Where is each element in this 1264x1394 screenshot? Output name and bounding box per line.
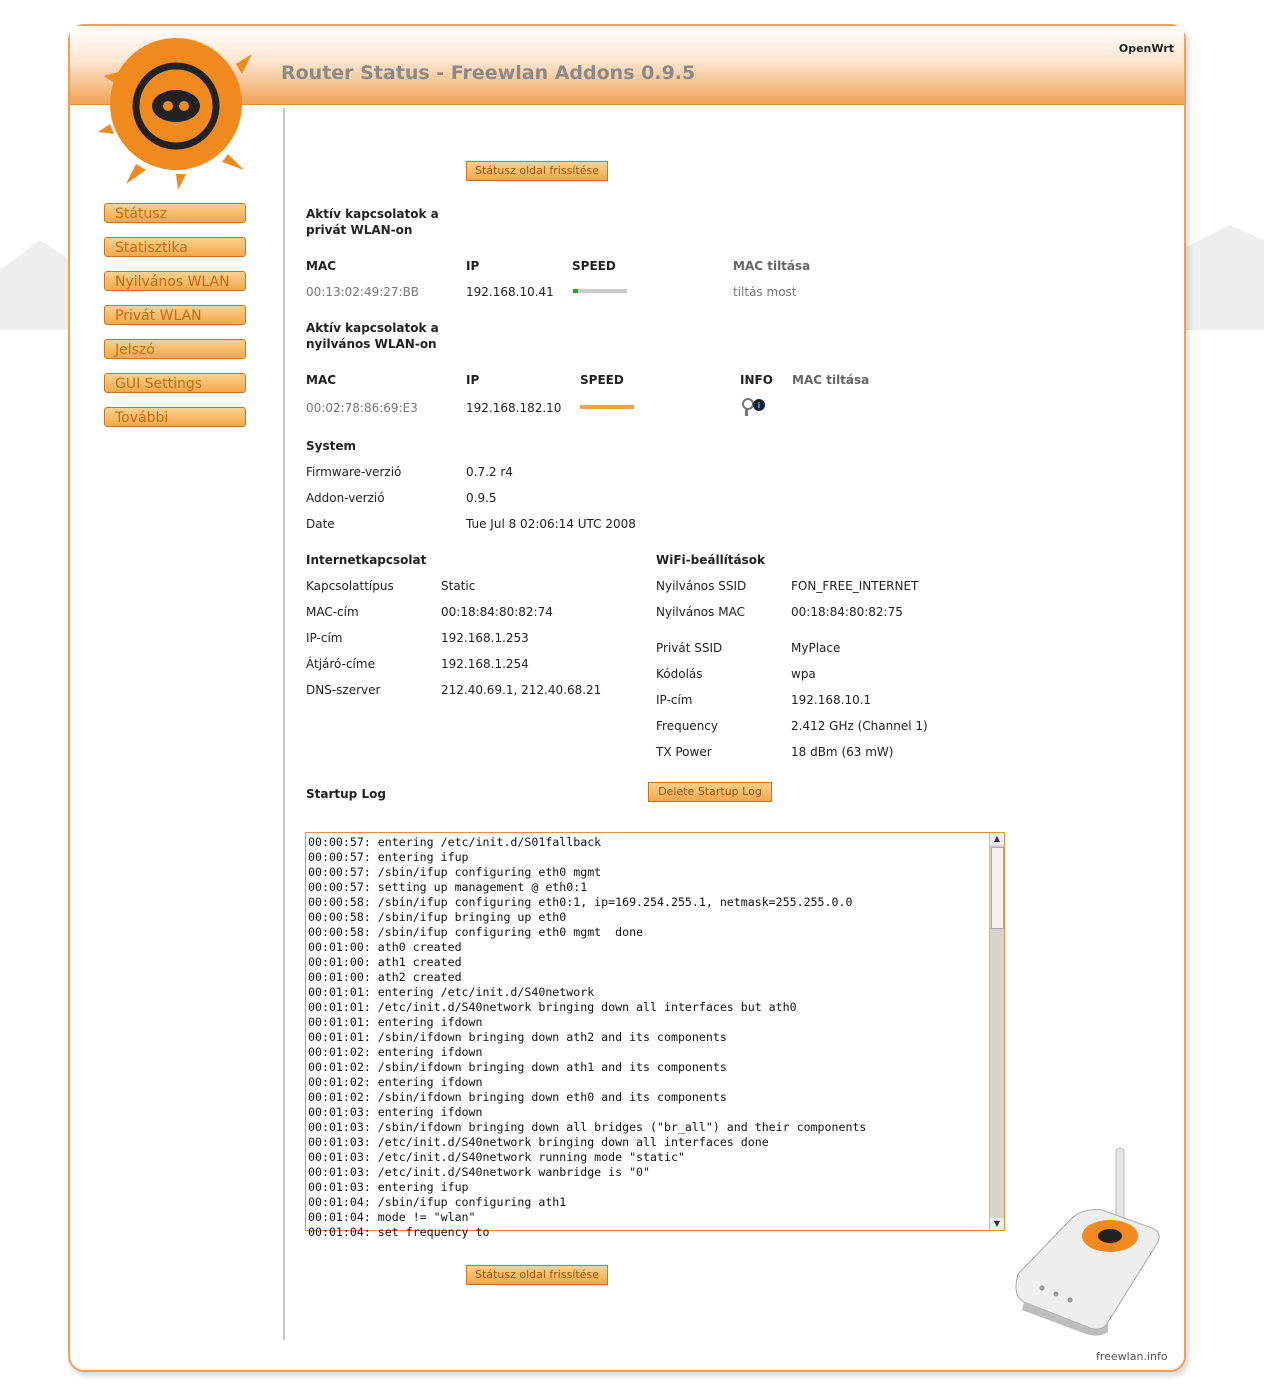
addon-label: Addon-verzió [306, 491, 385, 505]
tx-power-label: TX Power [656, 745, 712, 759]
public-wlan-title-2: nyilvános WLAN-on [306, 337, 437, 351]
internet-title: Internetkapcsolat [306, 553, 427, 567]
public-header-mac: MAC [306, 373, 337, 387]
private-speed-bar [573, 289, 578, 293]
public-mac-label: Nyilvános MAC [656, 605, 745, 619]
public-client-ip: 192.168.182.10 [466, 401, 562, 415]
sidebar-item-password[interactable]: Jelszó [104, 339, 246, 359]
wifi-title: WiFi-beállítások [656, 553, 766, 567]
dns-value: 212.40.69.1, 212.40.68.21 [441, 683, 602, 697]
encryption-label: Kódolás [656, 667, 703, 681]
public-ssid-label: Nyilvános SSID [656, 579, 747, 593]
sidebar-item-status[interactable]: Státusz [104, 203, 246, 223]
startup-log-textarea[interactable] [305, 832, 1005, 1239]
private-ssid-label: Privát SSID [656, 641, 723, 655]
lan-ip-label: IP-cím [656, 693, 693, 707]
private-header-mac: MAC [306, 259, 337, 273]
date-value: Tue Jul 8 02:06:14 UTC 2008 [466, 517, 636, 531]
public-header-ip: IP [466, 373, 480, 387]
delete-startup-log-button[interactable]: Delete Startup Log [648, 782, 772, 802]
private-client-mac: 00:13:02:49:27:BB [306, 285, 420, 299]
private-speed-track [573, 289, 627, 293]
private-client-ip: 192.168.10.41 [466, 285, 554, 299]
private-wlan-title-1: Aktív kapcsolatok a [306, 207, 439, 221]
refresh-status-button-top[interactable]: Státusz oldal frissítése [466, 161, 608, 181]
encryption-value: wpa [791, 667, 816, 681]
private-header-ip: IP [466, 259, 480, 273]
footer-link[interactable]: freewlan.info [1096, 1350, 1168, 1363]
firmware-label: Firmware-verzió [306, 465, 402, 479]
conn-type-label: Kapcsolattípus [306, 579, 394, 593]
system-title: System [306, 439, 356, 453]
public-ssid-value: FON_FREE_INTERNET [791, 579, 919, 593]
private-ssid-value: MyPlace [791, 641, 841, 655]
addon-value: 0.9.5 [466, 491, 497, 505]
private-wlan-title-2: privát WLAN-on [306, 223, 413, 237]
svg-text:i: i [757, 401, 761, 410]
frequency-label: Frequency [656, 719, 718, 733]
conn-type-value: Static [441, 579, 476, 593]
date-label: Date [306, 517, 335, 531]
scroll-thumb[interactable] [991, 847, 1004, 929]
tx-power-value: 18 dBm (63 mW) [791, 745, 894, 759]
sidebar-nav [104, 203, 246, 441]
dns-label: DNS-szerver [306, 683, 381, 697]
sidebar-item-more[interactable]: További [104, 407, 246, 427]
private-header-speed: SPEED [572, 259, 616, 273]
wan-ip-value: 192.168.1.253 [441, 631, 529, 645]
startup-log-text: 00:00:57: entering /etc/init.d/S01fallback 00:00:57: entering ifup 00:00:57: /sbin/ifup configuring eth0 mgmt 00:00:57: setting up management @ eth0:1 00:00:58: /sbin/ifup configuring eth0:1, ip=169.254.255.1, netmask=255.255.0.0 00:00:58: /sbin/ifup bringing up eth0 00:00:58: /sbin/ifup configuring eth0 mgmt done 00:01:00: ath0 created 00:01:00: ath1 created 00:01:00: ath2 created 00:01:01: entering /etc/init.d/S40network 00:01:01: /etc/init.d/S40network bringing down all interfaces but ath0 00:01:01: entering ifdown 00:01:01: /sbin/ifdown bringing down ath2 and its components 00:01:02: entering ifdown 00:01:02: /sbin/ifdown bringing down ath1 and its components 00:01:02: entering ifdown 00:01:02: /sbin/ifdown bringing down eth0 and its components 00:01:03: entering ifdown 00:01:03: /sbin/ifdown bringing down all bridges ("br_all") and their components 00:01:03: /etc/init.d/S40network bringing down all interfaces done 00:01:03: /etc/init.d/S40network running mode "static" 00:01:03: /etc/init.d/S40network wanbridge is "0" 00:01:03: entering ifup 00:01:04: /sbin/ifup configuring ath1 00:01:04: mode != "wlan" 00:01:04: set frequency to [308, 835, 867, 1239]
public-wlan-title-1: Aktív kapcsolatok a [306, 321, 439, 335]
gateway-label: Átjáró-címe [306, 657, 375, 671]
block-now-link[interactable]: tiltás most [733, 285, 797, 299]
wan-mac-label: MAC-cím [306, 605, 359, 619]
wan-mac-value: 00:18:84:80:82:74 [441, 605, 553, 619]
content-divider [283, 108, 285, 1340]
sidebar-item-gui-settings[interactable]: GUI Settings [104, 373, 246, 393]
page-title: Router Status - Freewlan Addons 0.9.5 [281, 62, 696, 84]
openwrt-label: OpenWrt [1118, 42, 1174, 55]
scroll-up-arrow-icon[interactable]: ▲ [990, 833, 1004, 845]
sidebar-item-public-wlan[interactable]: Nyilvános WLAN [104, 271, 246, 291]
startup-log-title: Startup Log [306, 787, 386, 801]
log-scrollbar[interactable] [989, 833, 1004, 1230]
public-header-speed: SPEED [580, 373, 624, 387]
public-header-info: INFO [740, 373, 773, 387]
gateway-value: 192.168.1.254 [441, 657, 529, 671]
refresh-status-button-bottom[interactable]: Státusz oldal frissítése [466, 1265, 608, 1285]
info-key-icon[interactable] [740, 396, 768, 418]
lan-ip-value: 192.168.10.1 [791, 693, 872, 707]
public-client-mac: 00:02:78:86:69:E3 [306, 401, 418, 415]
private-header-block: MAC tiltása [733, 259, 811, 273]
public-header-block: MAC tiltása [792, 373, 870, 387]
scroll-down-arrow-icon[interactable]: ▼ [990, 1218, 1004, 1230]
fon-movimiento-logo [96, 24, 256, 190]
fonera-router-image [1012, 1146, 1164, 1334]
sidebar-item-statistics[interactable]: Statisztika [104, 237, 246, 257]
public-mac-value: 00:18:84:80:82:75 [791, 605, 903, 619]
firmware-value: 0.7.2 r4 [466, 465, 513, 479]
wan-ip-label: IP-cím [306, 631, 343, 645]
frequency-value: 2.412 GHz (Channel 1) [791, 719, 928, 733]
sidebar-item-private-wlan[interactable]: Privát WLAN [104, 305, 246, 325]
public-speed-bar [580, 405, 634, 409]
